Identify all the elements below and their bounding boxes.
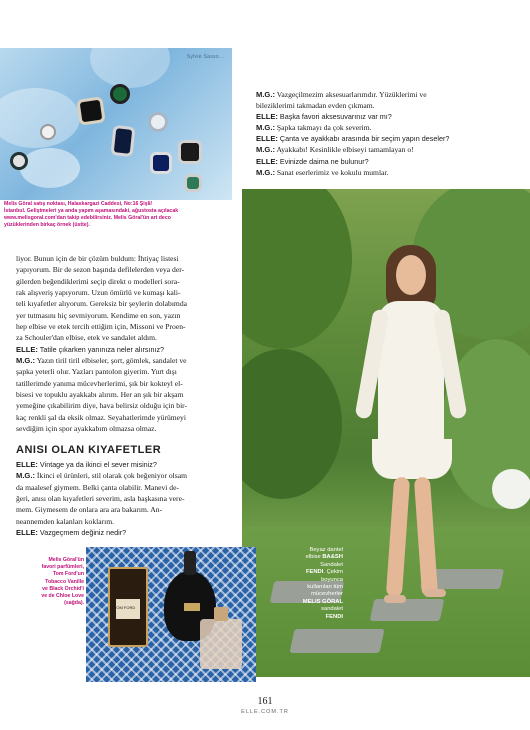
answer-text: bileziklerimi takmadan evden çıkmam.: [256, 101, 375, 111]
answer-text: Sanat eserlerimiz ve kokulu mumlar.: [274, 167, 389, 177]
question-text: Tatile çıkarken yanınıza neler alırsınız?: [37, 344, 165, 354]
text-line: [16, 355, 238, 366]
question-text: Vazgeçmem değiniz nedir?: [37, 528, 127, 538]
text-line: [16, 344, 238, 355]
text-line: [16, 470, 238, 481]
text-line: [16, 412, 238, 423]
caption-line: [245, 591, 343, 598]
answer-text: za Schouler'dan elbise, etek ve sandalet aldım.: [16, 333, 157, 343]
caption-line: Tobacco Vanille: [45, 578, 84, 585]
text-line: [16, 459, 238, 470]
portrait-caption: [245, 547, 343, 621]
caption-line: [245, 614, 343, 621]
text-line: [16, 504, 238, 515]
answer-text: yapıyorum. Bir de sezon başında defilelerden veya der-: [16, 265, 185, 275]
question-text: Başka favori aksesuvarınız var mı?: [277, 112, 392, 122]
caption-text: MELIS GÖRAL: [302, 598, 343, 605]
interview-left-column-2: [16, 459, 238, 538]
jewelry-photo: [0, 48, 232, 200]
text-line: [256, 156, 514, 167]
ring-small-left: [10, 152, 28, 170]
answer-text: da maalesef giymem. Belki çanta olabilir. Manevi de-: [16, 482, 179, 492]
caption-line: (sağda).: [64, 600, 84, 607]
caption-line: [245, 562, 343, 569]
text-line: [16, 253, 238, 264]
text-line: [256, 100, 514, 111]
caption-line: ve Black Orchid'i: [42, 585, 84, 592]
question-text: Vintage ya da ikinci el sever misiniz?: [37, 460, 157, 469]
text-line: [16, 423, 238, 434]
speaker-label: ELLE:: [16, 528, 38, 538]
caption-text: kullanılan tüm: [307, 584, 343, 591]
text-line: [16, 287, 238, 298]
bottle-label: TOM FORD: [114, 605, 136, 610]
text-line: [256, 89, 514, 100]
jewelry-caption: [4, 201, 232, 229]
speaker-label: ELLE:: [16, 460, 38, 469]
site-url: ELLE.COM.TR: [241, 709, 289, 715]
answer-text: Vazgeçilmezim aksesuarlarımdır. Yüzüklerimi ve: [274, 90, 427, 99]
answer-text: ğeri, anısı olan kıyafetleri severim, asla başkasına vere-: [16, 494, 185, 504]
caption-line: İstanbul. Geliştmeleri ya anda yapım aşamasındaki, ağustosta açılacak: [4, 208, 179, 214]
text-line: [16, 389, 238, 400]
answer-text: liyor. Bunun için de bir çözüm buldum: İhtiyaç listesi: [16, 254, 179, 263]
text-line: [256, 122, 514, 133]
interview-qa-top: [256, 89, 514, 178]
caption-line: Melis Göral satış noktası, Halaskargazi Caddesi, No:16 Şişli/: [4, 201, 152, 207]
text-line: [256, 111, 514, 122]
caption-line: [245, 599, 343, 606]
ring-black-rect: [110, 125, 135, 157]
text-line: [16, 332, 238, 343]
text-line: [16, 276, 238, 287]
text-line: [16, 298, 238, 309]
text-line: [256, 133, 514, 144]
ring-black-square: [76, 96, 105, 125]
answer-text: Şapka takmayı da çok severim.: [274, 123, 372, 133]
caption-line: [245, 606, 343, 613]
interview-left-column: [16, 253, 238, 435]
perfume-caption: [26, 557, 84, 607]
caption-line: Melis Göral'ün: [48, 557, 84, 563]
caption-text: . Çekim: [323, 569, 343, 576]
ring-diamond: [148, 112, 168, 132]
photo-brand-text: Sylvie Sasso...: [186, 54, 224, 60]
caption-text: FENDI: [305, 569, 324, 576]
section-heading: ANISI OLAN KIYAFETLER: [16, 444, 162, 456]
answer-text: sevdiğim için spor ayakkabım olmazsa olmaz.: [16, 424, 157, 434]
answer-text: kaç renkli şal da eksik olmaz. Seyahatlerimde yürümeyi: [16, 412, 186, 422]
text-line: [16, 378, 238, 389]
caption-text: mücevherler: [311, 591, 343, 598]
text-line: [16, 310, 238, 321]
answer-text: yer tutmasını hiç sevmiyorum. Kendime en son, yazın: [16, 310, 181, 320]
caption-line: [245, 547, 343, 554]
speaker-label: ELLE:: [16, 344, 38, 354]
caption-text: sandalet: [321, 606, 343, 613]
ring-emerald: [184, 174, 202, 192]
answer-text: yemeğine çıkabilirim diye, hava belirsiz olduğu için bir-: [16, 401, 188, 411]
caption-line: favori parfümleri,: [41, 564, 84, 571]
caption-text: Beyaz dantel: [309, 547, 343, 553]
caption-text: boyunca: [321, 576, 343, 583]
text-line: [16, 321, 238, 332]
perfume-photo: [86, 547, 256, 682]
question-text: Evinizde daima ne bulunur?: [277, 156, 369, 166]
perfume-bottle-love: [200, 619, 242, 669]
text-line: [16, 493, 238, 504]
speaker-label: M.G.:: [256, 90, 275, 99]
text-line: [16, 264, 238, 275]
caption-text: elbise: [305, 554, 323, 561]
caption-text: Sandalet: [320, 561, 343, 568]
caption-line: Tom Ford'un: [52, 571, 84, 578]
caption-line: ve de Chloe Love: [41, 593, 84, 600]
answer-text: tatillerimde yanıma mücevherlerimi, şık bir kokteyl el-: [16, 378, 183, 388]
ring-onyx: [178, 140, 202, 164]
caption-line: [245, 554, 343, 561]
answer-text: hep elbise ve etek tercih ettiğim için, Missoni ve Proen-: [16, 322, 186, 332]
speaker-label: ELLE:: [256, 134, 278, 144]
caption-line: [245, 577, 343, 584]
answer-text: neannemden kalanları koklarım.: [16, 516, 115, 526]
answer-text: Ayakkabı! Kesinlikle elbiseyi tamamlayan o!: [274, 145, 414, 155]
page-number: 161: [257, 696, 273, 707]
text-line: [16, 400, 238, 411]
caption-line: yüzüklerinden birkaç örnek (üstte).: [4, 222, 90, 228]
caption-line: [245, 569, 343, 576]
ring-small-mid: [40, 124, 56, 140]
answer-text: teli kıyafetler alıyorum. Gereksiz bir şeylerin dolabımda: [16, 299, 188, 309]
answer-text: rak alışveriş yapıyorum. Uzun ömürlü ve kumaşı kali-: [16, 288, 181, 298]
caption-brand: BA&SH: [322, 554, 343, 561]
speaker-label: M.G.:: [256, 145, 275, 155]
caption-line: www.melisgoral.com'dan takip edebilirsiniz. Melis Göral'ün art deco: [4, 215, 171, 221]
speaker-label: ELLE:: [256, 112, 278, 122]
answer-text: Yazın tiril tiril elbiseler, şort, gömlek, sandalet ve: [34, 356, 187, 366]
speaker-label: M.G.:: [256, 123, 275, 133]
speaker-label: ELLE:: [256, 156, 278, 166]
answer-text: şapka yeterli olur. Yazları pantolon giyerim. Yurt dışı: [16, 367, 177, 377]
answer-text: İkinci el ürünleri, stil olarak çok beğeniyor olsam: [34, 471, 188, 481]
text-line: [16, 366, 238, 377]
caption-line: [245, 584, 343, 591]
speaker-label: M.G.:: [16, 471, 35, 481]
answer-text: mem. Giymesem de onlara ara ara bakarım. An-: [16, 505, 163, 515]
speaker-label: M.G.:: [16, 356, 35, 366]
text-line: [16, 482, 238, 493]
answer-text: bisesi ve topuklu ayakkabı alırım. Her an şık bir akşam: [16, 390, 184, 400]
caption-text: FENDI: [325, 613, 343, 620]
question-text: Çanta ve ayakkabı arasında bir seçim yapın deseler?: [277, 134, 450, 144]
text-line: [256, 167, 514, 178]
text-line: [16, 527, 238, 538]
answer-text: gilerden beğendiklerimi seçip direkt o modelleri sora-: [16, 276, 180, 286]
speaker-label: M.G.:: [256, 167, 275, 177]
ring-navy: [150, 152, 172, 174]
ring-green: [110, 84, 130, 104]
text-line: [16, 516, 238, 527]
text-line: [256, 144, 514, 155]
